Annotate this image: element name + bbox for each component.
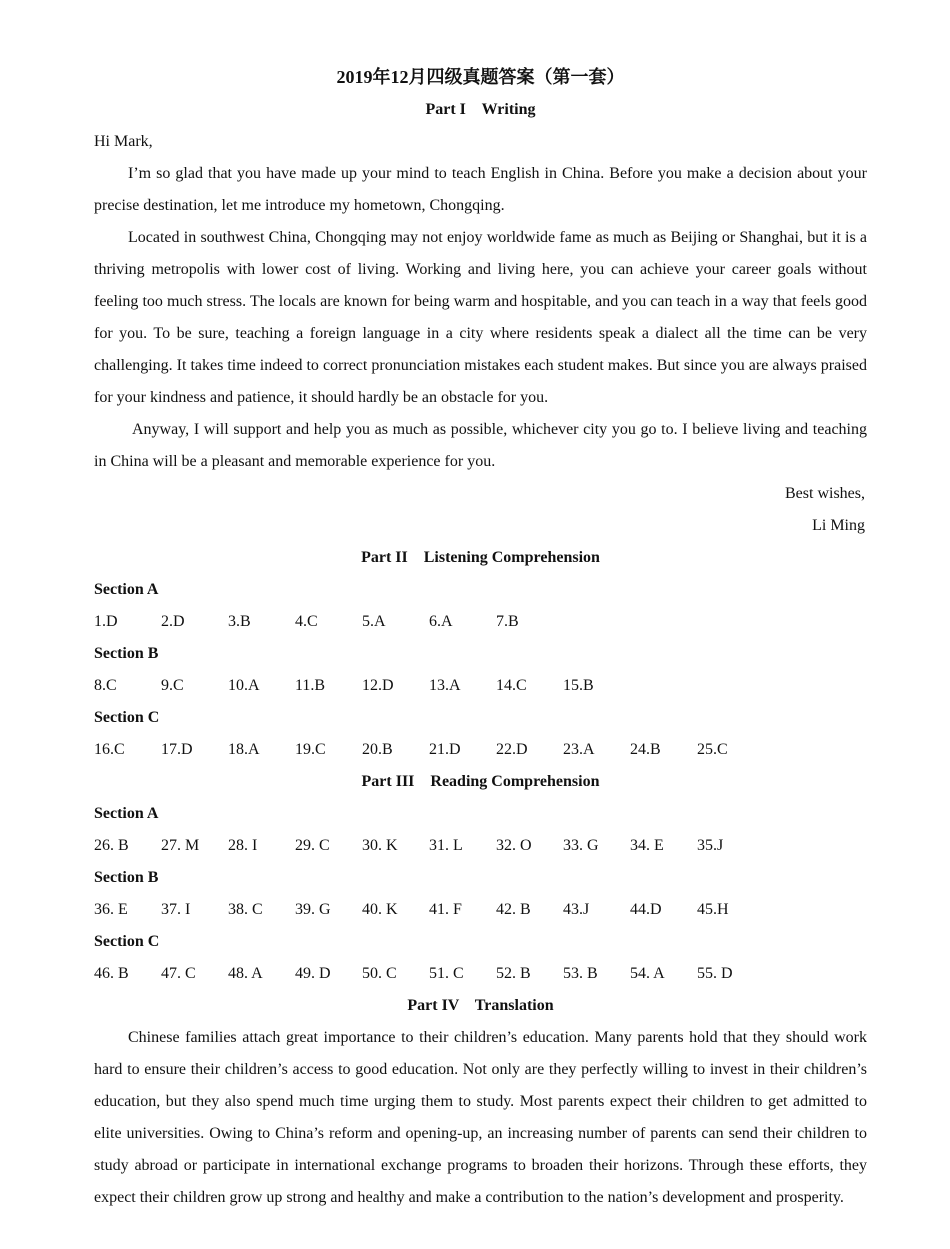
answer-item: 32. O — [496, 837, 532, 854]
answer-item: 27. M — [161, 837, 200, 854]
answer-item: 35.J — [697, 837, 724, 854]
answer-item: 41. F — [429, 901, 462, 918]
answer-item: 42. B — [496, 901, 531, 918]
answer-row — [94, 830, 867, 862]
answer-item: 12.D — [362, 677, 394, 694]
answer-item: 29. C — [295, 837, 330, 854]
answer-item: 7.B — [496, 613, 519, 630]
answer-item: 48. A — [228, 965, 263, 982]
answer-item: 54. A — [630, 965, 665, 982]
answer-item: 44.D — [630, 901, 662, 918]
answer-item: 39. G — [295, 901, 331, 918]
answer-item: 19.C — [295, 741, 326, 758]
answer-item: 50. C — [362, 965, 397, 982]
answer-item: 38. C — [228, 901, 263, 918]
section-label: Section C — [94, 933, 160, 950]
answer-item: 55. D — [697, 965, 733, 982]
answer-item: 40. K — [362, 901, 398, 918]
part3-heading: Part III Reading Comprehension — [361, 773, 600, 790]
answer-item: 26. B — [94, 837, 129, 854]
answer-item: 49. D — [295, 965, 331, 982]
answer-item: 25.C — [697, 741, 728, 758]
answer-item: 6.A — [429, 613, 453, 630]
answer-item: 11.B — [295, 677, 326, 694]
answer-item: 34. E — [630, 837, 664, 854]
answer-row — [94, 894, 867, 926]
answer-item: 43.J — [563, 901, 590, 918]
answer-item: 36. E — [94, 901, 128, 918]
answer-item: 53. B — [563, 965, 598, 982]
part1-heading: Part I Writing — [425, 101, 536, 118]
section-label: Section B — [94, 645, 159, 662]
answer-row — [94, 670, 867, 702]
answer-item: 22.D — [496, 741, 528, 758]
answer-item: 51. C — [429, 965, 464, 982]
answer-item: 37. I — [161, 901, 191, 918]
answer-row — [94, 606, 867, 638]
answer-item: 23.A — [563, 741, 595, 758]
section-label: Section C — [94, 709, 160, 726]
letter-signature: Li Ming — [812, 517, 865, 534]
answer-item: 15.B — [563, 677, 594, 694]
answer-item: 52. B — [496, 965, 531, 982]
translation-paragraph: Chinese families attach great importance to their children’s education. Many parents hold that they should work hard to ensure their children’s access to good education. Not only are they perfectly willing to invest in their children’s education, but they also spend much time urging them to study. Most parents expect their children to get admitted to elite universities. Owing to China’s reform and opening-up, an increasing number of parents can send their children to study abroad or participate in international exchange programs to broaden their horizons. Through these efforts, they expect their children grow up strong and healthy and make a contribution to the nation’s development and prosperity. — [94, 1029, 867, 1206]
answer-item: 3.B — [228, 613, 251, 630]
letter-paragraph: I’m so glad that you have made up your mind to teach English in China. Before you make a decision about your precise destination, let me introduce my hometown, Chongqing. — [94, 165, 867, 214]
answer-item: 17.D — [161, 741, 193, 758]
answer-document — [94, 60, 867, 1214]
answer-item: 47. C — [161, 965, 196, 982]
answer-item: 9.C — [161, 677, 184, 694]
answer-item: 24.B — [630, 741, 661, 758]
page-title: 2019年12月四级真题答案（第一套） — [336, 67, 625, 87]
letter-paragraph: Anyway, I will support and help you as much as possible, whichever city you go to. I believe living and teaching in China will be a pleasant and memorable experience for you. — [94, 421, 867, 470]
letter-greeting: Hi Mark, — [94, 133, 153, 150]
answer-item: 10.A — [228, 677, 260, 694]
letter-closing: Best wishes, — [785, 485, 865, 502]
answer-item: 1.D — [94, 613, 118, 630]
answer-item: 16.C — [94, 741, 125, 758]
part4-heading: Part IV Translation — [407, 997, 554, 1014]
answer-item: 2.D — [161, 613, 185, 630]
answer-item: 4.C — [295, 613, 318, 630]
answer-item: 20.B — [362, 741, 393, 758]
answer-row — [94, 958, 867, 990]
answer-row — [94, 734, 867, 766]
section-label: Section A — [94, 805, 159, 822]
answer-item: 45.H — [697, 901, 729, 918]
answer-item: 46. B — [94, 965, 129, 982]
answer-item: 30. K — [362, 837, 398, 854]
answer-item: 8.C — [94, 677, 117, 694]
answer-item: 18.A — [228, 741, 260, 758]
answer-item: 14.C — [496, 677, 527, 694]
answer-item: 28. I — [228, 837, 258, 854]
answer-item: 5.A — [362, 613, 386, 630]
answer-item: 31. L — [429, 837, 463, 854]
section-label: Section A — [94, 581, 159, 598]
part2-heading: Part II Listening Comprehension — [361, 549, 600, 566]
section-label: Section B — [94, 869, 159, 886]
answer-item: 13.A — [429, 677, 461, 694]
letter-paragraph: Located in southwest China, Chongqing may not enjoy worldwide fame as much as Beijing or Shanghai, but it is a thriving metropolis with lower cost of living. Working and living here, you can achieve your career goals without feeling too much stress. The locals are known for being warm and hospitable, and you can teach in a way that feels good for you. To be sure, teaching a foreign language in a city where residents speak a dialect all the time can be very challenging. It takes time indeed to correct pronunciation mistakes each student makes. But since you are always praised for your kindness and patience, it should hardly be an obstacle for you. — [94, 229, 867, 406]
answer-item: 33. G — [563, 837, 599, 854]
answer-item: 21.D — [429, 741, 461, 758]
